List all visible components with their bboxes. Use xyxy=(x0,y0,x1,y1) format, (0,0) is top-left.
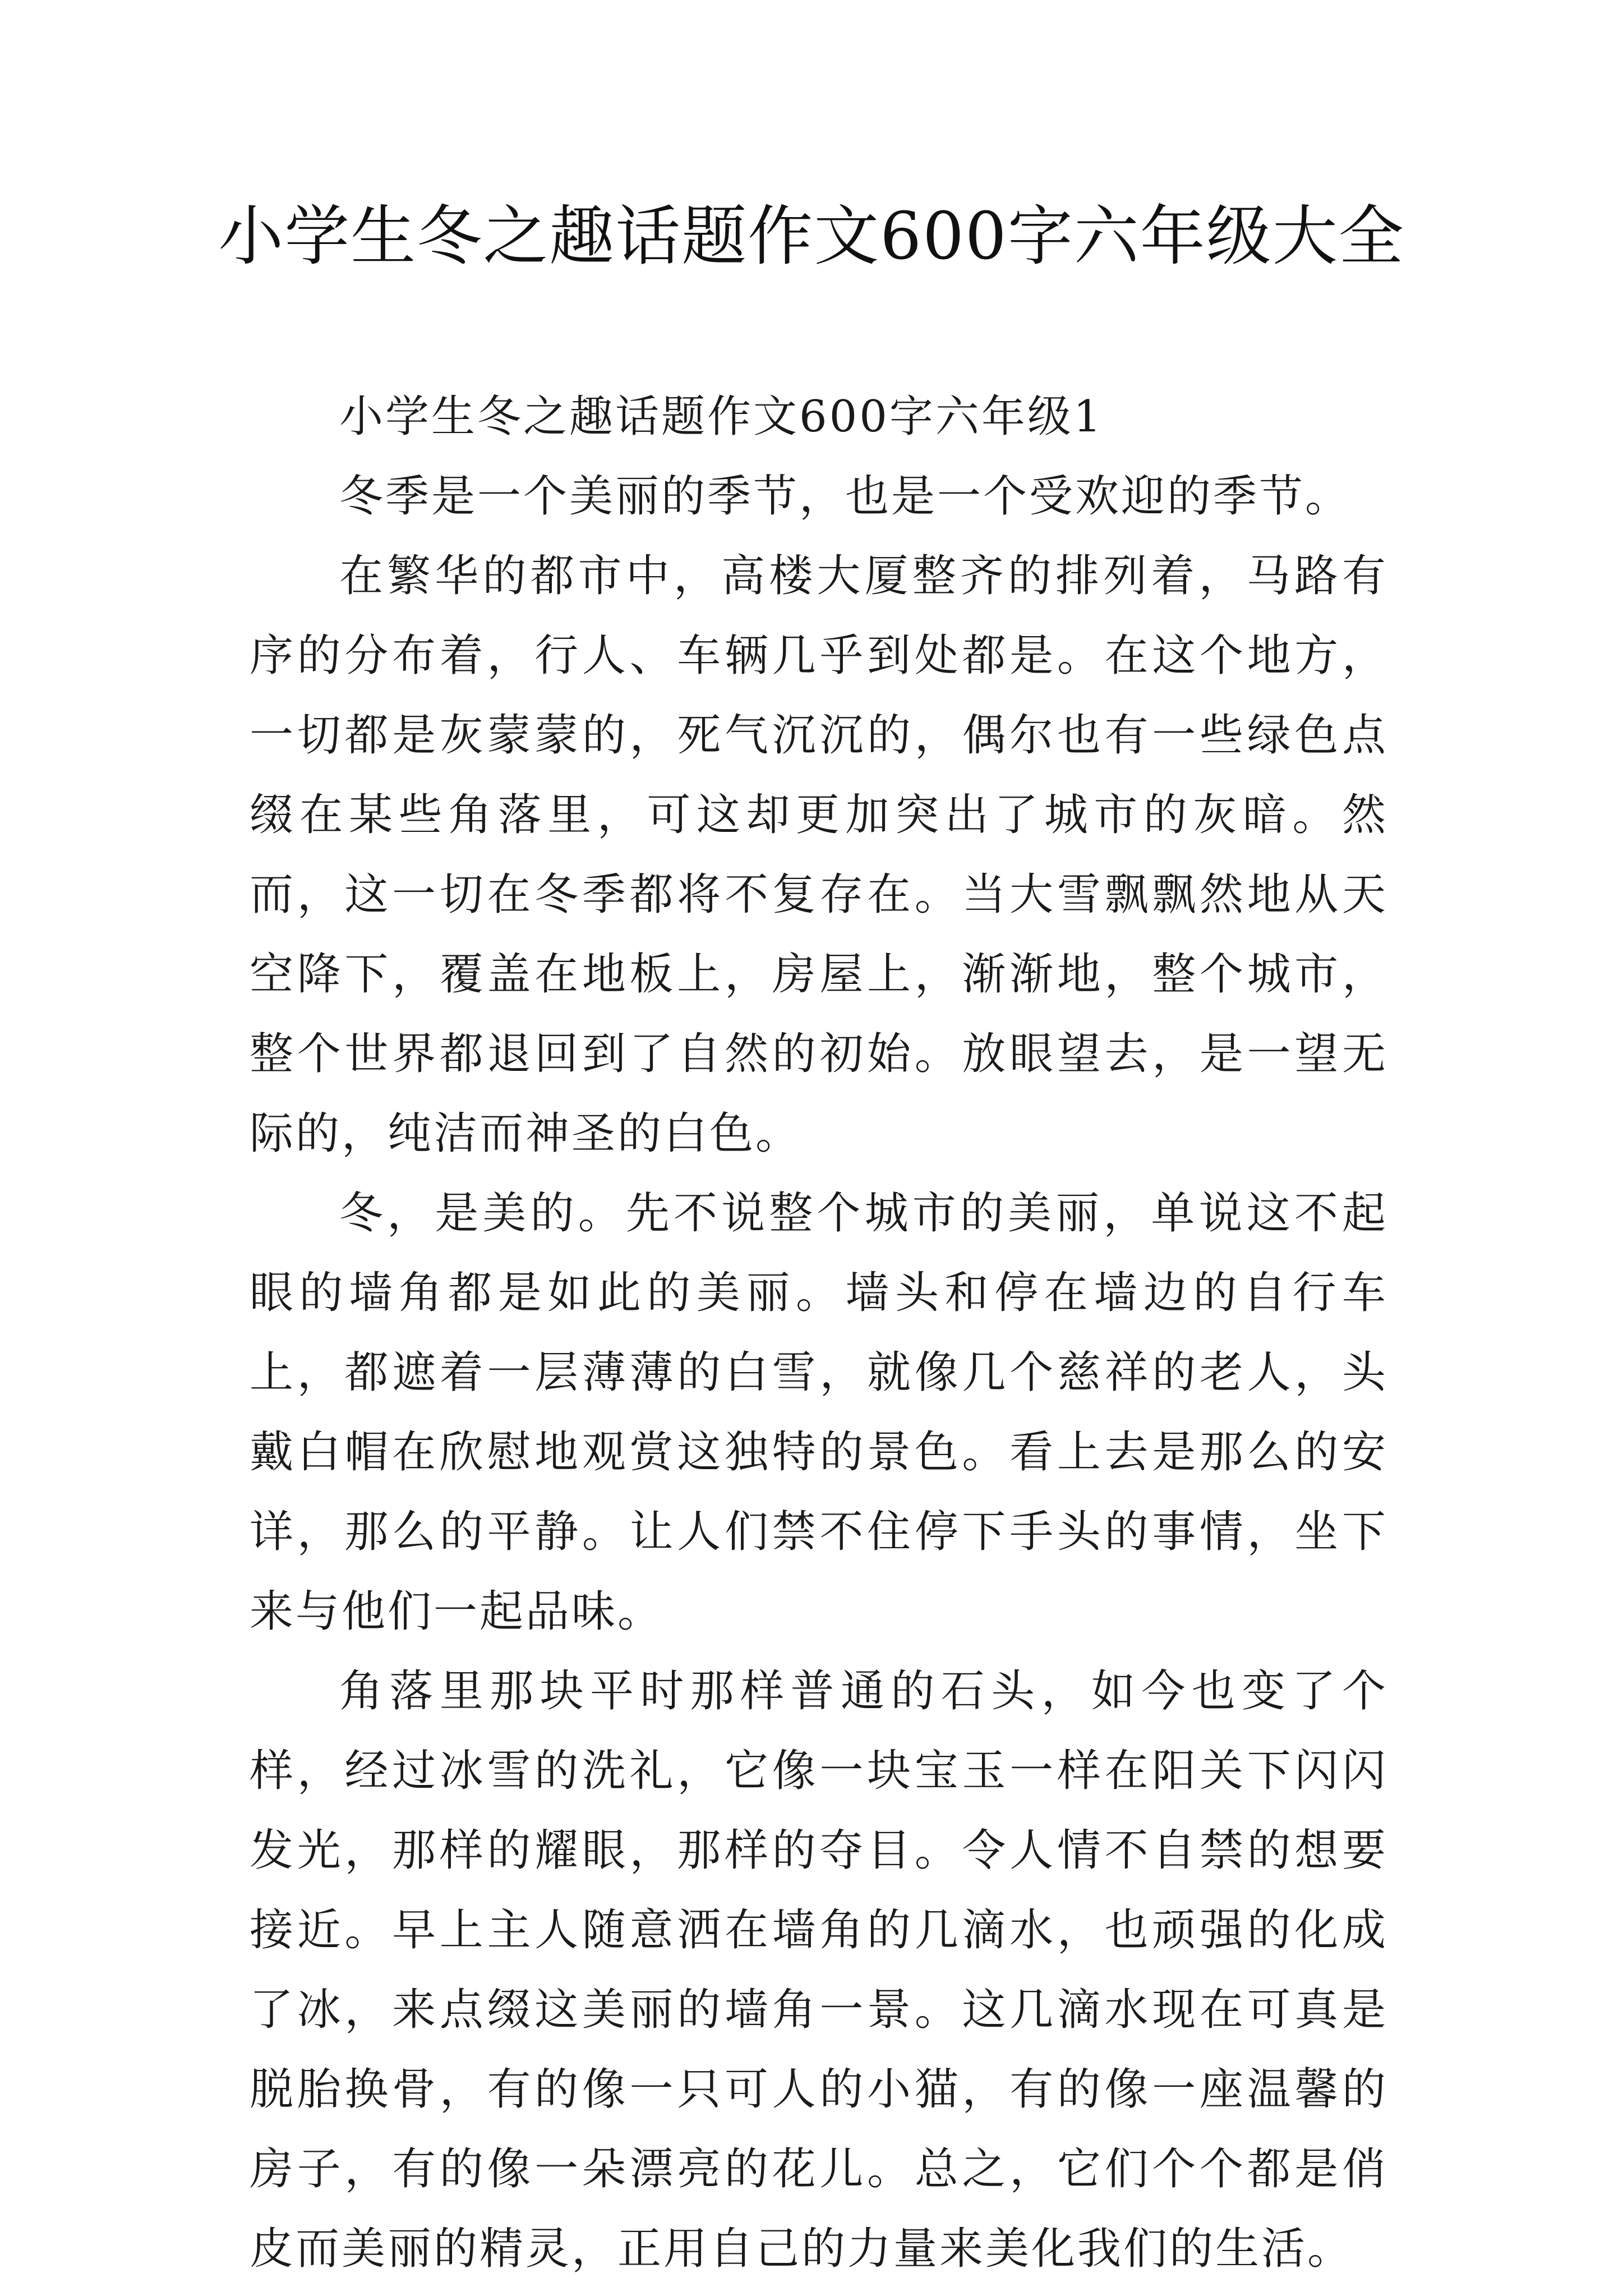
document-body xyxy=(250,377,1388,2289)
document-title: 小学生冬之趣话题作文600字六年级大全 xyxy=(218,199,1405,274)
paragraph: 在繁华的都市中，高楼大厦整齐的排列着，马路有序的分布着，行人、车辆几乎到处都是。在这个地方，一切都是灰蒙蒙的，死气沉沉的，偶尔也有一些绿色点缀在某些角落里，可这却更加突出了城市的灰暗。然而，这一切在冬季都将不复存在。当大雪飘飘然地从天空降下，覆盖在地板上，房屋上，渐渐地，整个城市，整个世界都退回到了自然的初始。放眼望去，是一望无际的，纯洁而神圣的白色。 xyxy=(250,551,1388,1159)
paragraph: 冬，是美的。先不说整个城市的美丽，单说这不起眼的墙角都是如此的美丽。墙头和停在墙边的自行车上，都遮着一层薄薄的白雪，就像几个慈祥的老人，头戴白帽在欣慰地观赏这独特的景色。看上去是那么的安详，那么的平静。让人们禁不住停下手头的事情，坐下来与他们一起品味。 xyxy=(250,1188,1388,1637)
section-heading: 小学生冬之趣话题作文600字六年级1 xyxy=(339,392,1104,442)
paragraph: 角落里那块平时那样普通的石头，如今也变了个样，经过冰雪的洗礼，它像一块宝玉一样在阳关下闪闪发光，那样的耀眼，那样的夺目。令人情不自禁的想要接近。早上主人随意洒在墙角的几滴水，也顽强的化成了冰，来点缀这美丽的墙角一景。这几滴水现在可真是脱胎换骨，有的像一只可人的小猫，有的像一座温馨的房子，有的像一朵漂亮的花儿。总之，它们个个都是俏皮而美丽的精灵，正用自己的力量来美化我们的生活。 xyxy=(250,1666,1388,2274)
paragraph: 冬季是一个美丽的季节，也是一个受欢迎的季节。 xyxy=(339,471,1352,522)
